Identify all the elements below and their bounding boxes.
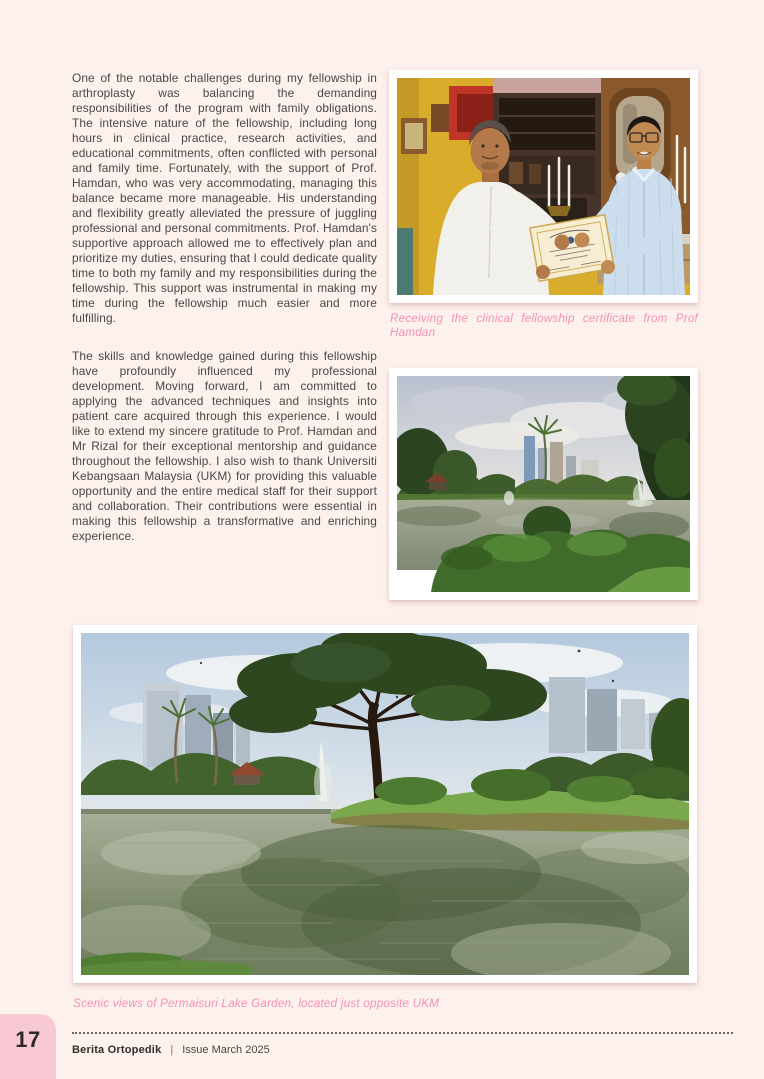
page-number: 17 [15, 1027, 41, 1052]
lake-garden-panorama-photo [81, 633, 689, 975]
lake-garden-photo [397, 376, 690, 592]
certificate-photo-frame [389, 70, 698, 303]
page-footer [72, 1044, 270, 1056]
article-text-column [72, 71, 377, 544]
footer-issue: Issue March 2025 [182, 1044, 270, 1056]
certificate-presentation-photo [397, 78, 690, 295]
lake-photo-frame [389, 368, 698, 600]
certificate-photo-caption: Receiving the clinical fellowship certificate from Prof Hamdan [390, 312, 698, 339]
lake-panorama-frame [73, 625, 697, 983]
article-paragraph-1: One of the notable challenges during my fellowship in arthroplasty was balancing the demanding responsibilities of the program with family obligations. The intensive nature of the fellowship, including long hours in clinical practice, research activities, and educational commitments, often conflicted with personal and family time. Fortunately, with the support of Prof. Hamdan, who was very accommodating, managing this balance became more manageable. His understanding and flexibility greatly alleviated the pressure of juggling professional and personal commitments. Prof. Hamdan's supportive approach allowed me to effectively plan and prioritize my duties, ensuring that I could dedicate quality time to both my family and my responsibilities during the fellowship. This support was instrumental in making my time during the fellowship much easier and more fulfilling. [72, 71, 377, 325]
lake-photo-caption: Scenic views of Permaisuri Lake Garden, located just opposite UKM [73, 997, 440, 1010]
footer-separator: | [170, 1044, 174, 1056]
page-number-tab [0, 1014, 56, 1079]
article-paragraph-2: The skills and knowledge gained during this fellowship have profoundly influenced my professional development. Moving forward, I am committed to applying the advanced techniques and insights into patient care acquired through this experience. I would like to extend my sincere gratitude to Prof. Hamdan and Mr Rizal for their exceptional mentorship and guidance throughout the fellowship. I also wish to thank Universiti Kebangsaan Malaysia (UKM) for providing this valuable opportunity and the entire medical staff for their support and collaboration. Their contributions were essential in making this fellowship a transformative and enriching experience. [72, 349, 377, 543]
footer-dotted-rule [72, 1032, 733, 1034]
newsletter-title: Berita Ortopedik [72, 1044, 162, 1056]
